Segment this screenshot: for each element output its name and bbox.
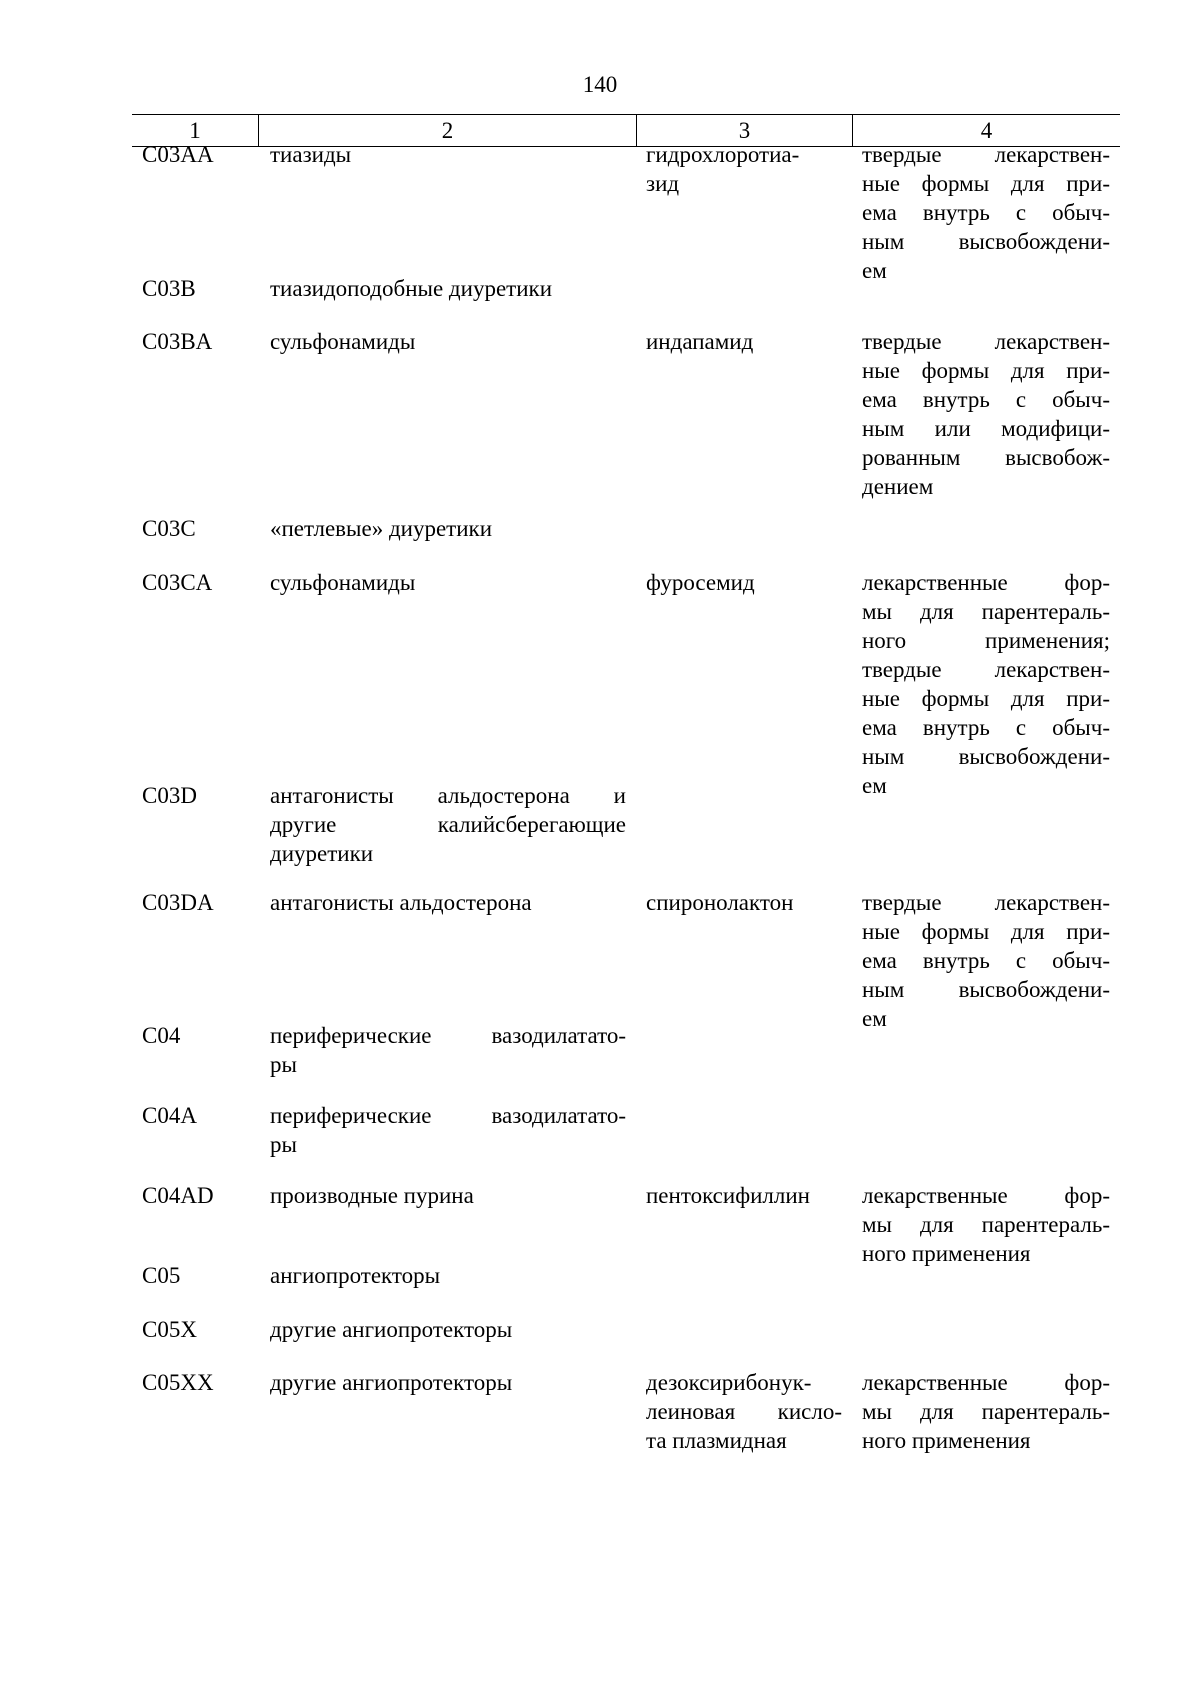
atc-group-cell bbox=[258, 1021, 636, 1079]
drug-name-line: дезоксирибонук- bbox=[646, 1370, 812, 1395]
table-row bbox=[132, 1315, 1120, 1344]
atc-group-line: сульфонамиды bbox=[270, 329, 416, 354]
header-col-2: 2 bbox=[258, 115, 636, 146]
dosage-form-line: лекарственные фор- bbox=[862, 1370, 1110, 1395]
dosage-form-cell bbox=[852, 1368, 1120, 1455]
dosage-form-line: ного применения bbox=[862, 1428, 1031, 1453]
table-row bbox=[132, 1261, 1120, 1290]
drug-name-cell bbox=[636, 1101, 852, 1159]
dosage-form-line: ным или модифици- bbox=[862, 416, 1110, 441]
atc-group-cell bbox=[258, 888, 636, 1033]
atc-code: C03DA bbox=[142, 890, 214, 915]
atc-group-line: другие ангиопротекторы bbox=[270, 1370, 513, 1395]
drug-name-line: та плазмидная bbox=[646, 1428, 787, 1453]
drug-name-line: пентоксифиллин bbox=[646, 1183, 810, 1208]
dosage-form-line: дением bbox=[862, 474, 934, 499]
atc-group-cell bbox=[258, 1101, 636, 1159]
drug-name-cell bbox=[636, 568, 852, 800]
drug-name-line: спиронолактон bbox=[646, 890, 794, 915]
table-row bbox=[132, 274, 1120, 303]
atc-group-cell bbox=[258, 1315, 636, 1344]
dosage-form-line: твердые лекарствен- bbox=[862, 890, 1110, 915]
dosage-form-line: лекарственные фор- bbox=[862, 570, 1110, 595]
drug-name-line: фуросемид bbox=[646, 570, 755, 595]
dosage-form-line: ным высвобождени- bbox=[862, 977, 1110, 1002]
atc-code: C05 bbox=[142, 1263, 181, 1288]
table-row bbox=[132, 1101, 1120, 1159]
atc-group-line: тиазиды bbox=[270, 142, 352, 167]
drug-name-line: индапамид bbox=[646, 329, 754, 354]
drug-name-line: гидрохлоротиа- bbox=[646, 142, 800, 167]
atc-code: C04 bbox=[142, 1023, 181, 1048]
dosage-form-line: ным высвобождени- bbox=[862, 744, 1110, 769]
atc-group-line: тиазидоподобные диуретики bbox=[270, 276, 552, 301]
dosage-form-cell bbox=[852, 1261, 1120, 1290]
dosage-form-line: ема внутрь с обыч- bbox=[862, 200, 1110, 225]
drug-name-cell bbox=[636, 888, 852, 1033]
drug-name-cell bbox=[636, 140, 852, 285]
atc-code-cell bbox=[132, 1315, 258, 1344]
atc-group-line: ангиопротекторы bbox=[270, 1263, 441, 1288]
atc-code-cell bbox=[132, 888, 258, 1033]
atc-code: C05X bbox=[142, 1317, 197, 1342]
atc-code: C04A bbox=[142, 1103, 197, 1128]
atc-code: C03C bbox=[142, 516, 196, 541]
atc-group-line: ры bbox=[270, 1052, 297, 1077]
dosage-form-line: мы для парентераль- bbox=[862, 1399, 1110, 1424]
atc-group-line: диуретики bbox=[270, 841, 374, 866]
dosage-form-line: ные формы для при- bbox=[862, 686, 1110, 711]
drug-name-cell bbox=[636, 781, 852, 868]
drug-name-cell bbox=[636, 327, 852, 501]
atc-group-line: периферические вазодилатато- bbox=[270, 1103, 626, 1128]
dosage-form-line: ем bbox=[862, 258, 887, 283]
table-row bbox=[132, 1181, 1120, 1268]
header-col-3: 3 bbox=[636, 115, 852, 146]
atc-code-cell bbox=[132, 1368, 258, 1455]
drug-name-cell bbox=[636, 274, 852, 303]
table-row bbox=[132, 327, 1120, 501]
dosage-form-cell bbox=[852, 1101, 1120, 1159]
dosage-form-line: ного применения bbox=[862, 1241, 1031, 1266]
atc-group-line: «петлевые» диуретики bbox=[270, 516, 493, 541]
atc-code: C03BA bbox=[142, 329, 213, 354]
table-row bbox=[132, 568, 1120, 800]
drug-name-line: зид bbox=[646, 171, 680, 196]
dosage-form-line: ем bbox=[862, 1006, 887, 1031]
atc-group-cell bbox=[258, 1181, 636, 1268]
dosage-form-line: ного применения; bbox=[862, 628, 1110, 653]
dosage-form-line: ема внутрь с обыч- bbox=[862, 948, 1110, 973]
atc-code: C04AD bbox=[142, 1183, 214, 1208]
atc-group-cell bbox=[258, 514, 636, 543]
dosage-form-cell bbox=[852, 327, 1120, 501]
drug-name-cell bbox=[636, 1261, 852, 1290]
atc-code-cell bbox=[132, 1261, 258, 1290]
dosage-form-line: твердые лекарствен- bbox=[862, 657, 1110, 682]
drug-table bbox=[132, 114, 1120, 1453]
atc-group-cell bbox=[258, 274, 636, 303]
dosage-form-line: твердые лекарствен- bbox=[862, 142, 1110, 167]
atc-code-cell bbox=[132, 140, 258, 285]
atc-code-cell bbox=[132, 274, 258, 303]
dosage-form-cell bbox=[852, 1315, 1120, 1344]
atc-group-line: другие калийсберегающие bbox=[270, 812, 626, 837]
atc-group-line: периферические вазодилатато- bbox=[270, 1023, 626, 1048]
table-row bbox=[132, 781, 1120, 868]
atc-group-cell bbox=[258, 140, 636, 285]
dosage-form-line: ным высвобождени- bbox=[862, 229, 1110, 254]
dosage-form-cell bbox=[852, 1181, 1120, 1268]
dosage-form-line: ема внутрь с обыч- bbox=[862, 387, 1110, 412]
dosage-form-line: ем bbox=[862, 773, 887, 798]
dosage-form-cell bbox=[852, 140, 1120, 285]
atc-group-line: ры bbox=[270, 1132, 297, 1157]
dosage-form-line: ные формы для при- bbox=[862, 919, 1110, 944]
atc-group-cell bbox=[258, 327, 636, 501]
atc-code: C03D bbox=[142, 783, 197, 808]
dosage-form-line: ные формы для при- bbox=[862, 171, 1110, 196]
atc-code-cell bbox=[132, 568, 258, 800]
drug-name-cell bbox=[636, 1315, 852, 1344]
atc-group-line: антагонисты альдостерона и bbox=[270, 783, 626, 808]
drug-name-line: леиновая кисло- bbox=[646, 1399, 842, 1424]
dosage-form-cell bbox=[852, 514, 1120, 543]
table-row bbox=[132, 140, 1120, 285]
dosage-form-cell bbox=[852, 781, 1120, 868]
table-row bbox=[132, 1021, 1120, 1079]
drug-name-cell bbox=[636, 1181, 852, 1268]
atc-group-line: производные пурина bbox=[270, 1183, 474, 1208]
dosage-form-line: ема внутрь с обыч- bbox=[862, 715, 1110, 740]
dosage-form-line: твердые лекарствен- bbox=[862, 329, 1110, 354]
atc-code: C03B bbox=[142, 276, 196, 301]
drug-name-cell bbox=[636, 1368, 852, 1455]
atc-code: C03CA bbox=[142, 570, 213, 595]
atc-code-cell bbox=[132, 327, 258, 501]
table-row bbox=[132, 1368, 1120, 1455]
dosage-form-cell bbox=[852, 568, 1120, 800]
dosage-form-line: рованным высвобож- bbox=[862, 445, 1110, 470]
atc-group-line: антагонисты альдостерона bbox=[270, 890, 532, 915]
table-row bbox=[132, 888, 1120, 1033]
page-number: 140 bbox=[582, 72, 618, 97]
dosage-form-cell bbox=[852, 888, 1120, 1033]
atc-code-cell bbox=[132, 1181, 258, 1268]
dosage-form-cell bbox=[852, 274, 1120, 303]
atc-code: C05XX bbox=[142, 1370, 214, 1395]
atc-group-cell bbox=[258, 1261, 636, 1290]
atc-group-line: другие ангиопротекторы bbox=[270, 1317, 513, 1342]
table-row bbox=[132, 514, 1120, 543]
dosage-form-line: лекарственные фор- bbox=[862, 1183, 1110, 1208]
atc-code-cell bbox=[132, 1021, 258, 1079]
dosage-form-line: мы для парентераль- bbox=[862, 1212, 1110, 1237]
dosage-form-line: ные формы для при- bbox=[862, 358, 1110, 383]
atc-code: C03AA bbox=[142, 142, 214, 167]
atc-group-cell bbox=[258, 568, 636, 800]
drug-name-cell bbox=[636, 514, 852, 543]
header-col-1: 1 bbox=[189, 118, 201, 143]
atc-group-cell bbox=[258, 781, 636, 868]
drug-name-cell bbox=[636, 1021, 852, 1079]
atc-code-cell bbox=[132, 514, 258, 543]
header-col-4: 4 bbox=[852, 115, 1120, 146]
atc-code-cell bbox=[132, 1101, 258, 1159]
atc-group-line: сульфонамиды bbox=[270, 570, 416, 595]
dosage-form-line: мы для парентераль- bbox=[862, 599, 1110, 624]
dosage-form-cell bbox=[852, 1021, 1120, 1079]
atc-code-cell bbox=[132, 781, 258, 868]
atc-group-cell bbox=[258, 1368, 636, 1455]
